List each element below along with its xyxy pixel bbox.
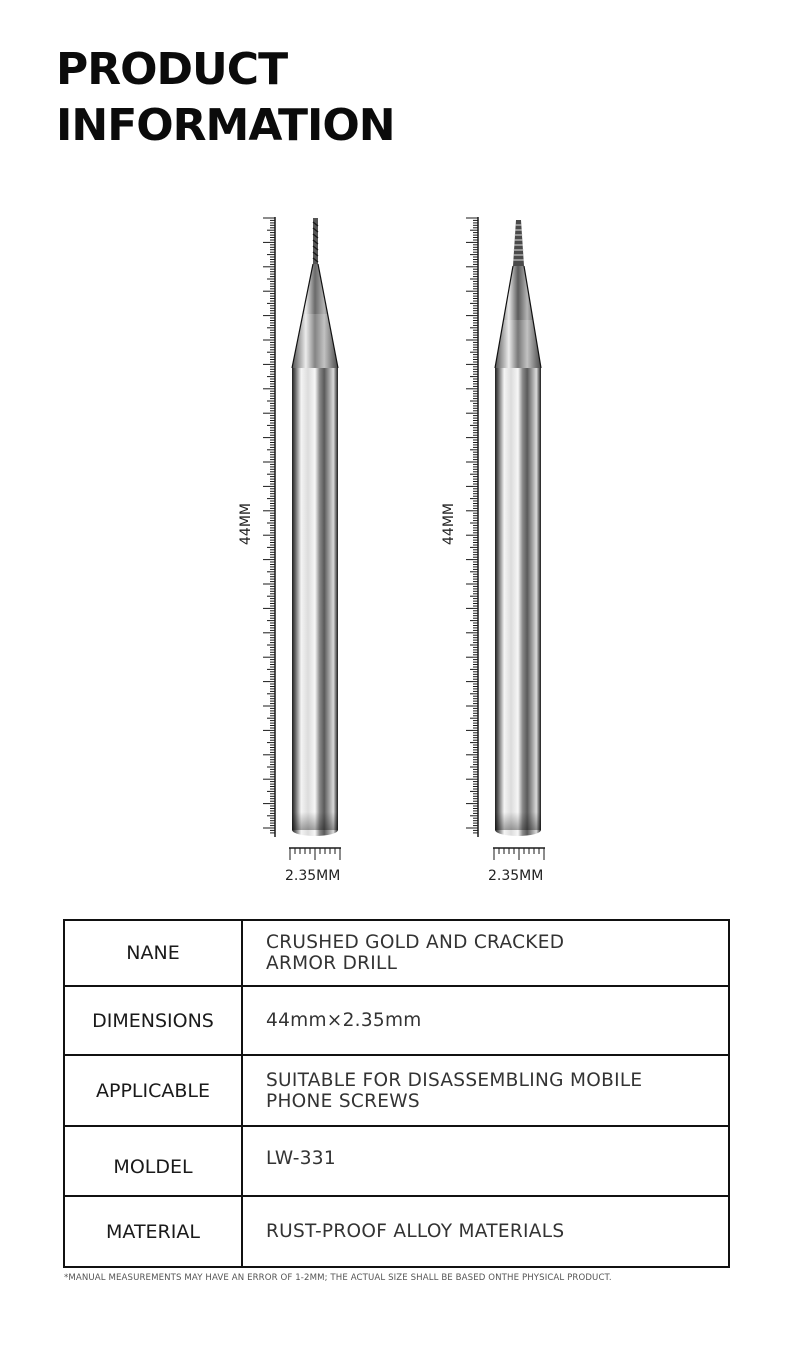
table-row: [64, 1126, 729, 1196]
horizontal-ruler: [493, 847, 545, 861]
horizontal-ruler: [289, 847, 341, 861]
diameter-label: 2.35MM: [285, 868, 341, 884]
table-row: [64, 986, 729, 1055]
length-label: 44MM: [238, 503, 254, 545]
title-line-2: INFORMATION: [56, 100, 395, 151]
spec-value-line-2: ARMOR DRILL: [266, 953, 398, 974]
spec-key: MATERIAL: [64, 1196, 242, 1267]
page-title: [56, 42, 395, 154]
drill-bit-twist-image: [285, 216, 345, 838]
vertical-ruler: [262, 217, 276, 837]
table-row: [64, 1055, 729, 1126]
spec-value-line-1: CRUSHED GOLD AND CRACKED: [266, 932, 565, 953]
diameter-label: 2.35MM: [488, 868, 544, 884]
spec-value-line-2: PHONE SCREWS: [266, 1090, 420, 1112]
spec-value: RUST-PROOF ALLOY MATERIALS: [242, 1196, 729, 1267]
spec-value: 44mm×2.35mm: [242, 986, 729, 1055]
spec-value: [242, 920, 729, 986]
spec-table: [63, 919, 730, 1268]
table-row: [64, 1196, 729, 1267]
spec-value: [242, 1055, 729, 1126]
spec-key: MOLDEL: [64, 1126, 242, 1196]
vertical-ruler: [465, 217, 479, 837]
title-line-1: PRODUCT: [56, 44, 288, 95]
spec-value: LW-331: [242, 1126, 729, 1196]
length-label: 44MM: [441, 503, 457, 545]
drill-bit-burr-image: [488, 216, 548, 838]
spec-key: APPLICABLE: [64, 1055, 242, 1126]
spec-key: DIMENSIONS: [64, 986, 242, 1055]
spec-key: NANE: [64, 920, 242, 986]
spec-value-line-1: SUITABLE FOR DISASSEMBLING MOBILE: [266, 1069, 643, 1091]
table-row: [64, 920, 729, 986]
footnote: *MANUAL MEASUREMENTS MAY HAVE AN ERROR OF 1-2MM; THE ACTUAL SIZE SHALL BE BASED ONTHE PHYSICAL PRODUCT.: [64, 1273, 612, 1283]
